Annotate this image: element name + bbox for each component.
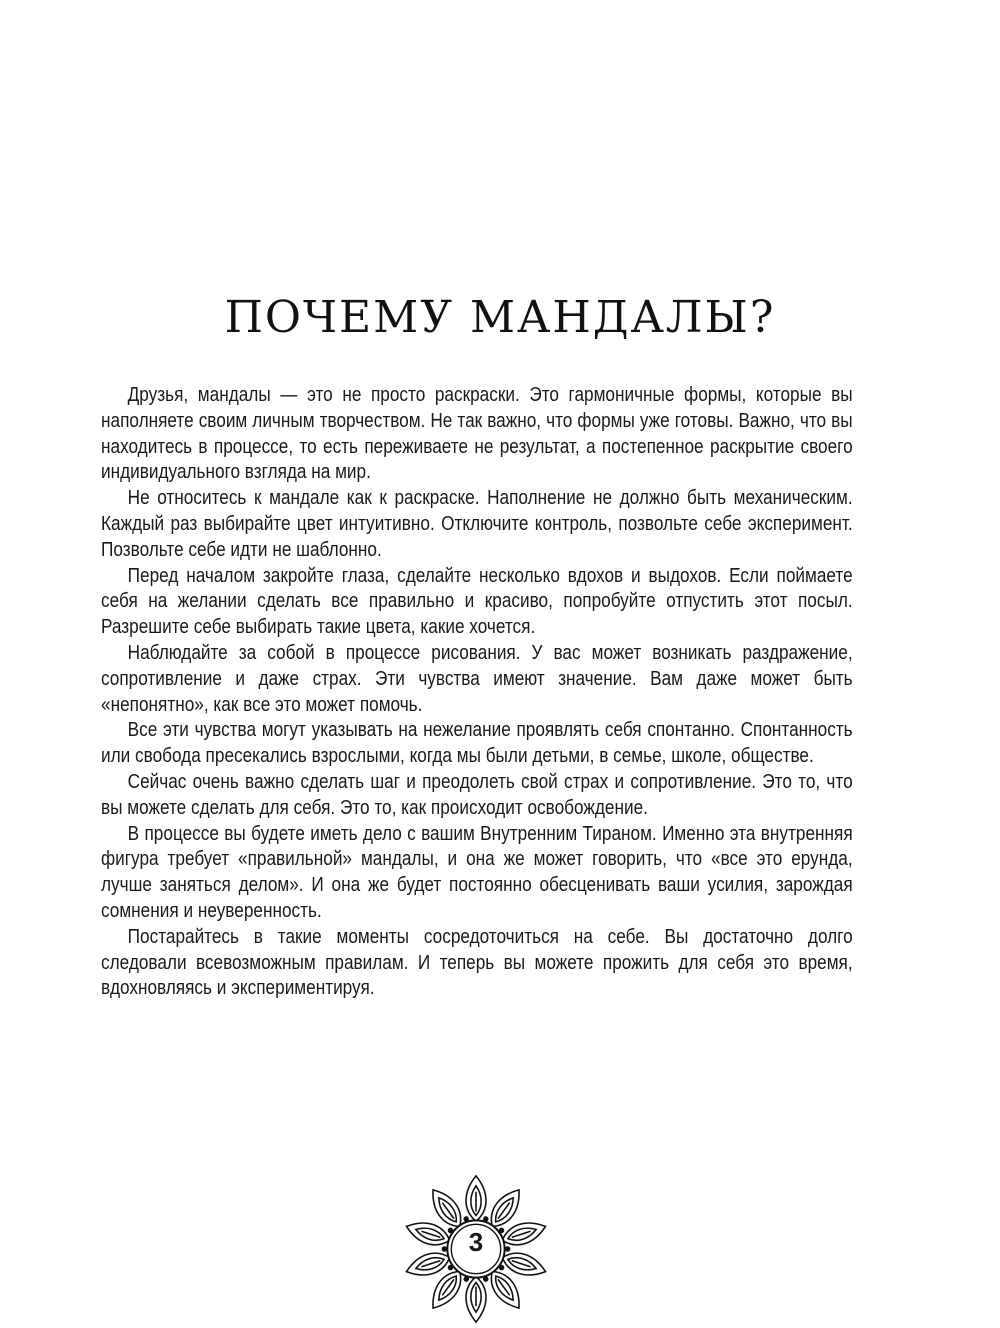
paragraph: Друзья, мандалы — это не просто раскраски. Это гармоничные формы, которые вы наполняете своим личным творчеством. Не так важно, что формы уже готовы. Важно, что вы находитесь в процессе, то есть переживаете не результат, а постепенное раскрытие своего индивидуального взгляда на мир. [101, 384, 853, 484]
paragraph: Сейчас очень важно сделать шаг и преодолеть свой страх и сопротивление. Это то, что вы можете сделать для себя. Это то, как происходит освобождение. [101, 770, 853, 819]
paragraph: Все эти чувства могут указывать на нежелание проявлять себя спонтанно. Спонтанность или свобода пресекались взрослыми, когда мы были детьми, в семье, школе, обществе. [101, 719, 853, 768]
paragraph: В процессе вы будете иметь дело с вашим Внутренним Тираном. Именно эта внутренняя фигура требует «правильной» мандалы, и она же может говорить, что «все это ерунда, лучше заняться делом». И она же будет постоянно обесценивать ваши усилия, зарождая сомнения и неуверенность. [101, 822, 853, 922]
paragraph: Постарайтесь в такие моменты сосредоточиться на себе. Вы достаточно долго следовали всевозможным правилам. И теперь вы можете прожить для себя это время, вдохновляясь и экспериментируя. [101, 925, 853, 1000]
paragraph: Не относитесь к мандале как к раскраске. Наполнение не должно быть механическим. Каждый раз выбирайте цвет интуитивно. Отключите контроль, позвольте себе эксперимент. Позвольте себе идти не шаблонно. [101, 487, 853, 561]
paragraph: Наблюдайте за собой в процессе рисования. У вас может возникать раздражение, сопротивление и даже страх. Эти чувства имеют значение. Вам даже может быть «непонятно», как все это может помочь. [101, 641, 853, 716]
paragraph: Перед началом закройте глаза, сделайте несколько вдохов и выдохов. Если поймаете себя на желании сделать все правильно и красиво, попробуйте отпустить этот посыл. Разрешите себе выбирать такие цвета, какие хочется. [101, 564, 853, 639]
page-number: 3 [468, 1227, 484, 1257]
page-title: ПОЧЕМУ МАНДАЛЫ? [224, 292, 776, 343]
body-text [101, 383, 853, 1002]
